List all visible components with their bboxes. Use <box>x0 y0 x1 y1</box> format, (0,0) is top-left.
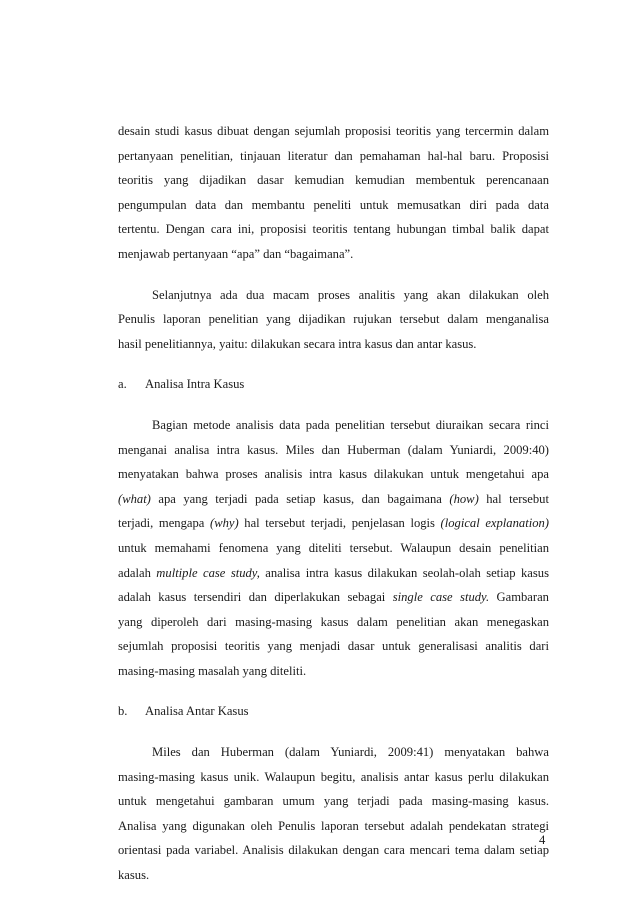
text-run: terjadi, mengapa <box>118 516 210 531</box>
paragraph-analysis-types <box>118 283 549 357</box>
paragraph-line: untuk memahami fenomena yang diteliti tersebut. Walaupun desain penelitian <box>118 540 549 555</box>
paragraph-line: masing-masing masalah yang diteliti. <box>118 663 307 678</box>
text-run: hal tersebut terjadi, penjelasan logis <box>238 516 441 531</box>
text-run: Gambaran <box>489 590 549 605</box>
paragraph-line: Miles dan Huberman (dalam Yuniardi, 2009:41) menyatakan bahwa <box>152 745 549 760</box>
section-title: Analisa Intra Kasus <box>145 377 245 392</box>
paragraph-line: yang diperoleh dari masing-masing kasus dalam penelitian akan menegaskan <box>118 614 549 629</box>
paragraph-line: Analisa yang digunakan oleh Penulis laporan tersebut adalah pendekatan strategi <box>118 818 549 833</box>
paragraph-line: pengumpulan data dan membantu peneliti untuk memusatkan diri pada data <box>118 197 549 212</box>
section-title: Analisa Antar Kasus <box>145 704 249 719</box>
paragraph-gap <box>118 397 549 413</box>
page-number: 4 <box>539 833 546 847</box>
paragraph-gap <box>118 267 549 283</box>
paragraph-line: menjawab pertanyaan “apa” dan “bagaimana”. <box>118 246 354 261</box>
text-run: hal tersebut <box>478 491 549 506</box>
italic-term: (what) <box>118 491 151 506</box>
paragraph-line: masing-masing kasus unik. Walaupun begitu, analisis antar kasus perlu dilakukan <box>118 769 549 784</box>
text-run: adalah kasus tersendiri dan diperlakukan sebagai <box>118 590 393 605</box>
paragraph-line: orientasi pada variabel. Analisis dilakukan dengan cara mencari tema dalam setiap <box>118 843 549 858</box>
paragraph-line: tertentu. Dengan cara ini, proposisi teoritis tentang hubungan timbal balik dapat <box>118 222 549 237</box>
paragraph-line: menganai analisa intra kasus. Miles dan Huberman (dalam Yuniardi, 2009:40) <box>118 442 549 457</box>
italic-term: single case study. <box>392 590 490 605</box>
paragraph-gap <box>118 683 549 699</box>
paragraph-line <box>118 487 549 512</box>
section-heading-antar <box>118 699 549 724</box>
paragraph-line: sejumlah proposisi teoritis yang menjadi dasar untuk generalisasi analitis dari <box>118 639 549 654</box>
paragraph-line: hasil penelitiannya, yaitu: dilakukan secara intra kasus dan antar kasus. <box>118 336 477 351</box>
paragraph-line <box>118 511 549 536</box>
paragraph-line: Bagian metode analisis data pada penelitian tersebut diuraikan secara rinci <box>152 417 549 432</box>
paragraph-line: pertanyaan penelitian, tinjauan literatur dan pemahaman hal-hal baru. Proposisi <box>118 148 549 163</box>
text-run: analisa intra kasus dilakukan seolah-olah setiap kasus <box>259 565 549 580</box>
paragraph-line: Selanjutnya ada dua macam proses analitis yang akan dilakukan oleh <box>152 287 549 302</box>
page-body <box>118 119 549 888</box>
italic-term: (why) <box>210 516 239 531</box>
paragraph-gap <box>118 724 549 740</box>
paragraph-line: menyatakan bahwa proses analisis intra kasus dilakukan untuk mengetahui apa <box>118 467 549 482</box>
text-run: apa yang terjadi pada setiap kasus, dan bagaimana <box>150 491 450 506</box>
paragraph-intra-case <box>118 413 549 684</box>
section-marker: b. <box>118 704 128 719</box>
italic-term: multiple case study, <box>156 565 260 580</box>
section-marker: a. <box>118 377 127 392</box>
paragraph-line: Penulis laporan penelitian yang dijadikan rujukan tersebut dalam menganalisa <box>118 312 549 327</box>
italic-term: (how) <box>449 491 479 506</box>
paragraph-line: desain studi kasus dibuat dengan sejumlah proposisi teoritis yang tercermin dalam <box>118 124 549 138</box>
paragraph-intro <box>118 119 549 267</box>
paragraph-line: teoritis yang dijadikan dasar kemudian kemudian membentuk perencanaan <box>118 173 549 188</box>
paragraph-line <box>118 561 549 586</box>
text-run: adalah <box>118 565 157 580</box>
paragraph-line <box>118 585 549 610</box>
section-heading-intra <box>118 372 549 397</box>
paragraph-gap <box>118 356 549 372</box>
paragraph-line: kasus. <box>118 868 150 883</box>
italic-term: (logical explanation) <box>440 516 549 531</box>
paragraph-line: untuk mengetahui gambaran umum yang terjadi pada masing-masing kasus. <box>118 794 549 809</box>
paragraph-cross-case <box>118 740 549 888</box>
